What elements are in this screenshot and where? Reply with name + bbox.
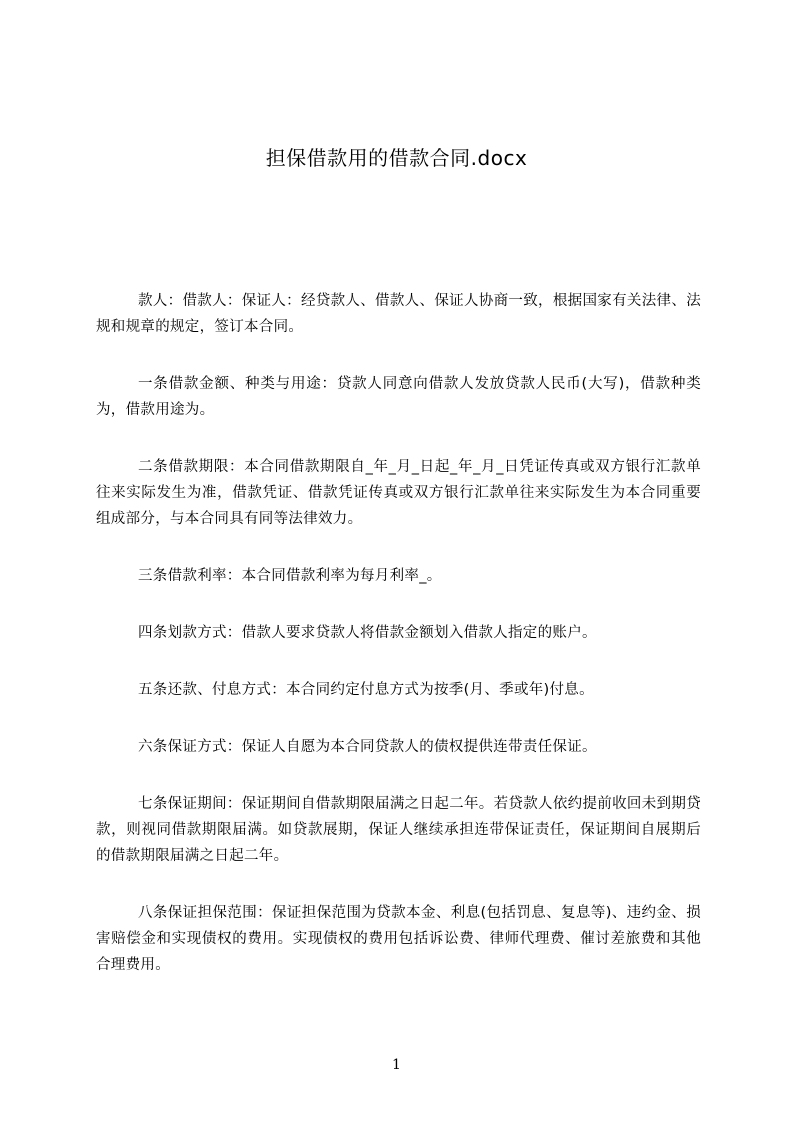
paragraph-article-1: 一条借款金额、种类与用途：贷款人同意向借款人发放贷款人民币(大写)，借款种类为，借款用途为。 [96,376,701,418]
document-body [96,288,701,1009]
paragraph-parties: 款人：借款人：保证人：经贷款人、借款人、保证人协商一致，根据国家有关法律、法规和规章的规定，签订本合同。 [96,293,701,335]
paragraph-article-8: 八条保证担保范围：保证担保范围为贷款本金、利息(包括罚息、复息等)、违约金、损害赔偿金和实现债权的费用。实现债权的费用包括诉讼费、律师代理费、催讨差旅费和其他合理费用。 [96,905,701,973]
paragraph-article-6: 六条保证方式：保证人自愿为本合同贷款人的债权提供连带责任保证。 [138,739,597,755]
paragraph-article-3: 三条借款利率：本合同借款利率为每月利率_。 [138,568,442,584]
paragraph-article-2: 二条借款期限：本合同借款期限自_年_月_日起_年_月_日凭证传真或双方银行汇款单往来实际发生为准，借款凭证、借款凭证传真或双方银行汇款单往来实际发生为本合同重要组成部分，与本合同具有同等法律效力。 [96,459,701,527]
paragraph-article-4: 四条划款方式：借款人要求贷款人将借款金额划入借款人指定的账户。 [138,625,597,641]
page-number: 1 [392,1057,401,1073]
paragraph-article-5: 五条还款、付息方式：本合同约定付息方式为按季(月、季或年)付息。 [138,682,594,698]
document-title: 担保借款用的借款合同.docx [265,146,528,170]
paragraph-article-7: 七条保证期间：保证期间自借款期限届满之日起二年。若贷款人依约提前收回未到期贷款，则视同借款期限届满。如贷款展期，保证人继续承担连带保证责任，保证期间自展期后的借款期限届满之日起二年。 [96,796,701,864]
